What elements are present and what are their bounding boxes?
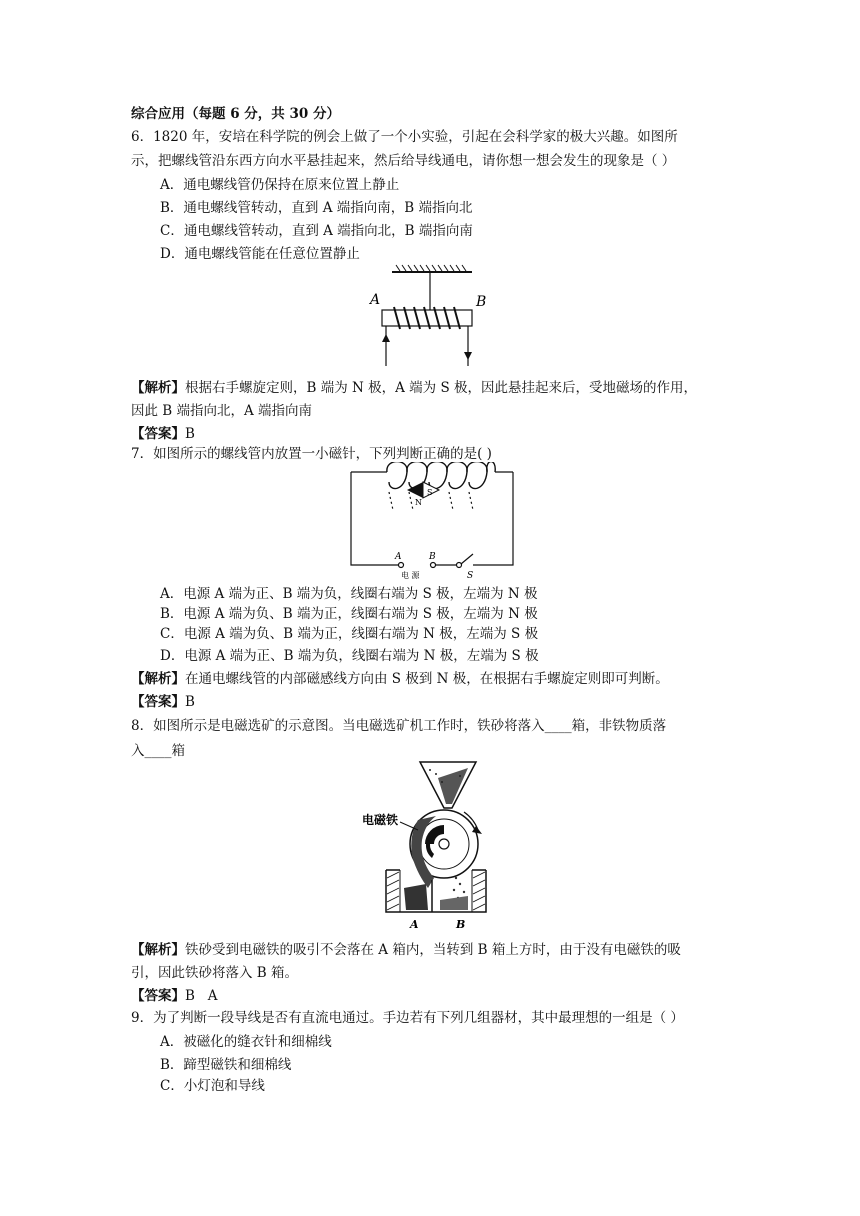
answer-tag: 【答案】 xyxy=(131,988,185,1004)
section-title: 综合应用（每题 6 分，共 30 分） xyxy=(131,106,340,122)
q7-label-a: A xyxy=(395,552,402,562)
q8-separator-figure xyxy=(360,760,510,935)
q7-label-b: B xyxy=(429,552,436,562)
analysis-tag: 【解析】 xyxy=(131,942,185,958)
q7-analysis xyxy=(131,669,669,689)
q8-magnet-label: 电磁铁 xyxy=(362,813,399,827)
q9-option-b: B．蹄型磁铁和细棉线 xyxy=(160,1057,292,1073)
analysis-text: 铁砂受到电磁铁的吸引不会落在 A 箱内，当转到 B 箱上方时，由于没有电磁铁的吸 xyxy=(185,942,681,958)
q7-label-s: S xyxy=(467,571,474,581)
q6-label-a: A xyxy=(370,292,381,308)
q8-analysis-line2: 引，因此铁砂将落入 B 箱。 xyxy=(131,965,299,981)
analysis-tag: 【解析】 xyxy=(131,671,185,687)
analysis-tag: 【解析】 xyxy=(131,380,185,396)
q7-circuit-figure xyxy=(345,462,520,582)
q9-stem: 9．为了判断一段导线是否有直流电通过。手边若有下列几组器材，其中最理想的一组是（ ） xyxy=(131,1010,684,1026)
q7-option-c: C．电源 A 端为负、B 端为正，线圈右端为 N 极，左端为 S 极 xyxy=(160,626,539,642)
q7-answer xyxy=(131,692,195,712)
analysis-text: 在通电螺线管的内部磁感线方向由 S 极到 N 极，在根据右手螺旋定则即可判断。 xyxy=(185,671,669,687)
q6-option-a: A．通电螺线管仍保持在原来位置上静止 xyxy=(160,177,400,193)
q7-needle-s-label: S xyxy=(427,488,433,497)
answer-text: B xyxy=(185,426,195,442)
q9-option-c: C．小灯泡和导线 xyxy=(160,1078,265,1094)
q6-option-d: D．通电螺线管能在任意位置静止 xyxy=(160,246,360,262)
q6-analysis-line1 xyxy=(131,378,697,398)
q8-stem-line2: 入____箱 xyxy=(131,743,185,759)
q6-solenoid-figure xyxy=(360,262,500,372)
q8-analysis-line1 xyxy=(131,940,681,960)
q8-label-a: A xyxy=(410,918,419,931)
answer-text: B A xyxy=(185,988,218,1004)
q9-option-a: A．被磁化的缝衣针和细棉线 xyxy=(160,1034,332,1050)
q7-option-a: A．电源 A 端为正、B 端为负，线圈右端为 S 极，左端为 N 极 xyxy=(160,586,538,602)
q8-answer xyxy=(131,986,218,1006)
analysis-text: 根据右手螺旋定则，B 端为 N 极，A 端为 S 极，因此悬挂起来后，受地磁场的作用， xyxy=(185,380,697,396)
q7-needle-n-label: N xyxy=(415,498,422,507)
q7-option-b: B．电源 A 端为负、B 端为正，线圈右端为 S 极，左端为 N 极 xyxy=(160,606,538,622)
q8-stem-line1: 8．如图所示是电磁选矿的示意图。当电磁选矿机工作时，铁砂将落入____箱，非铁物质落 xyxy=(131,718,667,734)
q6-option-b: B．通电螺线管转动，直到 A 端指向南，B 端指向北 xyxy=(160,200,473,216)
q6-answer xyxy=(131,424,195,444)
answer-tag: 【答案】 xyxy=(131,426,185,442)
q7-stem: 7．如图所示的螺线管内放置一小磁针，下列判断正确的是( ) xyxy=(131,446,492,462)
q6-stem-line2: 示，把螺线管沿东西方向水平悬挂起来，然后给导线通电，请你想一想会发生的现象是（ ） xyxy=(131,153,676,169)
answer-text: B xyxy=(185,694,195,710)
q8-label-b: B xyxy=(456,918,466,931)
q6-stem-line1: 6．1820 年，安培在科学院的例会上做了一个小实验，引起在会科学家的极大兴趣。如图所 xyxy=(131,129,678,145)
q6-analysis-line2: 因此 B 端指向北，A 端指向南 xyxy=(131,403,313,419)
q6-option-c: C．通电螺线管转动，直到 A 端指向北，B 端指向南 xyxy=(160,223,473,239)
q6-label-b: B xyxy=(476,294,487,310)
answer-tag: 【答案】 xyxy=(131,694,185,710)
q7-power-source-label: 电 源 xyxy=(401,571,420,580)
q7-option-d: D．电源 A 端为正、B 端为负，线圈右端为 N 极，左端为 S 极 xyxy=(160,648,539,664)
